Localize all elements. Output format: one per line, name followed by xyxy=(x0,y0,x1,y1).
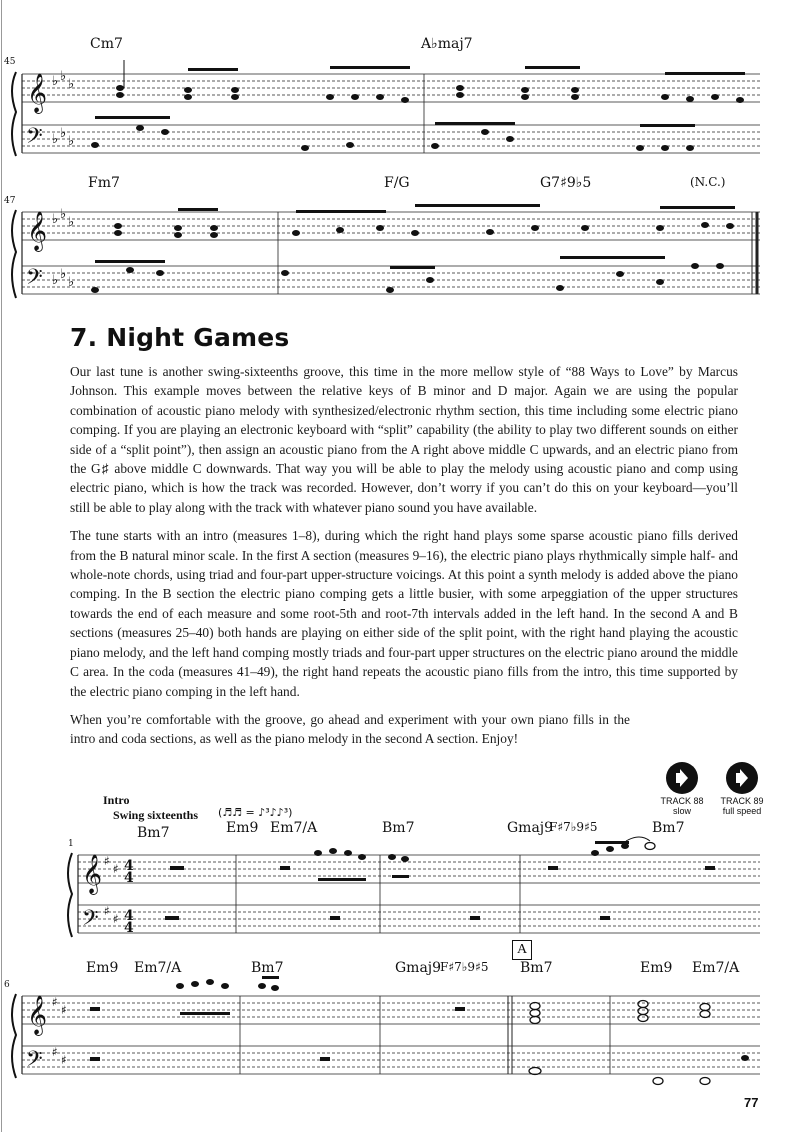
svg-text:♭: ♭ xyxy=(68,134,75,149)
svg-text:𝄢: 𝄢 xyxy=(26,124,43,154)
svg-text:♯: ♯ xyxy=(113,862,119,876)
svg-text:♭: ♭ xyxy=(68,215,75,230)
svg-text:♭: ♭ xyxy=(52,74,59,89)
chord-symbol: F♯7♭9♯5 xyxy=(549,820,598,834)
svg-text:♭: ♭ xyxy=(60,126,67,141)
track-label: TRACK 88 xyxy=(660,796,704,806)
chord-symbol: Fm7 xyxy=(88,175,120,191)
svg-text:♭: ♭ xyxy=(68,77,75,92)
staff-notation-3 xyxy=(0,815,800,950)
score-system-2 xyxy=(0,170,800,310)
rehearsal-mark: A xyxy=(512,940,532,960)
chord-symbol: Bm7 xyxy=(382,820,415,836)
speaker-icon xyxy=(726,762,758,794)
swing-marking: (♬♬ = ♪³♪♪³) xyxy=(218,806,293,819)
staff-notation-2 xyxy=(0,170,800,310)
chord-symbol: Em7/A xyxy=(270,820,318,836)
measure-number: 47 xyxy=(4,196,16,206)
svg-text:♭: ♭ xyxy=(60,267,67,282)
measure-number: 1 xyxy=(68,839,74,849)
chord-symbol: Em9 xyxy=(226,820,259,836)
track-sub: full speed xyxy=(722,806,762,816)
body-text xyxy=(70,362,738,758)
track-sub: slow xyxy=(672,806,691,816)
chord-symbol: F/G xyxy=(384,175,410,191)
svg-text:♯: ♯ xyxy=(104,854,110,868)
track-label: TRACK 89 xyxy=(720,796,764,806)
chord-symbol: Bm7 xyxy=(137,825,170,841)
svg-text:♯: ♯ xyxy=(61,1053,67,1067)
svg-text:♯: ♯ xyxy=(52,1045,58,1059)
page-number: 77 xyxy=(744,1095,759,1110)
svg-text:♯: ♯ xyxy=(61,1003,67,1017)
speaker-icon xyxy=(666,762,698,794)
svg-text:𝄢: 𝄢 xyxy=(26,1047,43,1077)
svg-text:𝄞: 𝄞 xyxy=(27,73,48,113)
svg-text:4: 4 xyxy=(124,858,134,874)
chord-symbol: Em9 xyxy=(640,960,673,976)
svg-text:𝄢: 𝄢 xyxy=(82,906,99,936)
measure-number: 45 xyxy=(4,57,16,67)
svg-text:♭: ♭ xyxy=(52,212,59,227)
svg-text:𝄢: 𝄢 xyxy=(26,265,43,295)
svg-text:𝄞: 𝄞 xyxy=(27,995,48,1035)
paragraph: Our last tune is another swing-sixteenths groove, this time in the more mellow style of “88 Ways to Love” by Marcus Johnson. This example moves between the relative keys of B minor and D major. Again we are using the popular combination of acoustic piano melody with synthesized/electronic rhythm section, this time including some electric piano comping. If you are playing an electronic keyboard with “split” capability (the ability to play two different sounds on either side of a “split point”), then assign an acoustic piano from the A right above middle C upwards, and an electric piano from the G♯ above middle C downwards. That way you will be able to play the melody using acoustic piano and comp using electric piano, which is how the track was recorded. However, don’t worry if you can’t do this on your keyboard—you’ll still be able to play along with the track with whatever piano sound you have available. xyxy=(70,364,738,515)
chord-symbol: Gmaj9 xyxy=(395,960,442,976)
section-title: 7. Night Games xyxy=(70,323,290,352)
svg-text:𝄞: 𝄞 xyxy=(82,854,103,894)
paragraph: When you’re comfortable with the groove, go ahead and experiment with your own piano fills in the intro and coda sections, as well as the piano melody in the second A section. Enjoy! xyxy=(70,711,630,747)
chord-symbol: Em7/A xyxy=(134,960,182,976)
chord-symbol: Bm7 xyxy=(652,820,685,836)
score-system-1 xyxy=(0,0,800,170)
tempo-marking: Swing sixteenths xyxy=(113,808,199,822)
chord-symbol: G7♯9♭5 xyxy=(540,175,592,191)
staff-notation-1 xyxy=(0,0,800,170)
svg-text:♭: ♭ xyxy=(52,273,59,288)
svg-text:4: 4 xyxy=(124,870,134,886)
svg-text:4: 4 xyxy=(124,908,134,924)
chord-symbol: Gmaj9 xyxy=(507,820,554,836)
svg-text:♭: ♭ xyxy=(60,207,67,222)
score-system-4 xyxy=(0,960,800,1090)
svg-text:♭: ♭ xyxy=(52,132,59,147)
chord-symbol: Em7/A xyxy=(692,960,740,976)
chord-symbol: Cm7 xyxy=(90,36,123,52)
score-system-3 xyxy=(0,815,800,950)
paragraph: The tune starts with an intro (measures 1–8), during which the right hand plays some sparse acoustic piano fills derived from the B natural minor scale. In the first A section (measures 9–16), the electric piano plays rhythmically simple half- and whole-note chords, using triad and four-part upper-structure voicings. At this point a synth melody is added above the piano comping. In the B section the electric piano comping gets a little busier, with some arpeggiation of the upper structures towards the end of each measure and some root-5th and root-7th intervals added in the left hand. In the second A and B sections (measures 25–40) both hands are playing on either side of the split point, with the right hand playing the acoustic piano melody, and the left hand comping mostly triads and four-part upper structures on the electric piano around the middle C area. In the coda (measures 41–49), the right hand repeats the acoustic piano fills from the intro, this time supported by the electric piano comping in the left hand. xyxy=(70,528,738,699)
track-88-badge[interactable] xyxy=(652,762,712,816)
svg-text:♭: ♭ xyxy=(60,69,67,84)
chord-symbol: Em9 xyxy=(86,960,119,976)
staff-notation-4 xyxy=(0,960,800,1090)
svg-text:♯: ♯ xyxy=(104,904,110,918)
chord-symbol: A♭maj7 xyxy=(421,36,473,52)
track-89-badge[interactable] xyxy=(712,762,772,816)
svg-text:♯: ♯ xyxy=(113,912,119,926)
intro-label: Intro xyxy=(103,793,130,807)
measure-number: 6 xyxy=(4,980,10,990)
svg-text:♭: ♭ xyxy=(68,275,75,290)
svg-text:♯: ♯ xyxy=(52,995,58,1009)
svg-text:𝄞: 𝄞 xyxy=(27,211,48,251)
svg-text:4: 4 xyxy=(124,920,134,936)
chord-symbol: Bm7 xyxy=(251,960,284,976)
chord-symbol: Bm7 xyxy=(520,960,553,976)
chord-symbol: (N.C.) xyxy=(690,175,726,189)
chord-symbol: F♯7♭9♯5 xyxy=(440,960,489,974)
